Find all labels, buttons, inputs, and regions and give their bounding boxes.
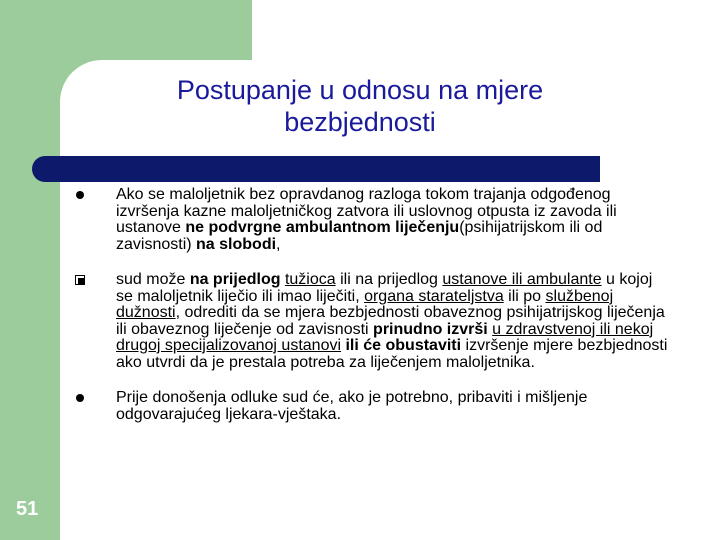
bullet-text bbox=[116, 186, 617, 253]
text-segment: sud može bbox=[116, 271, 190, 288]
text-segment: tužioca bbox=[284, 271, 336, 288]
text-segment: , bbox=[276, 235, 281, 253]
title-divider-bar bbox=[32, 156, 600, 182]
bullet-item bbox=[72, 272, 672, 371]
text-segment: ili po bbox=[503, 287, 546, 305]
text-segment: , odrediti da se mjera bezbjednosti obaveznog psihijatrijskog liječenja ili obaveznog liječenje od zavisnosti bbox=[116, 304, 665, 338]
slide-title-line-1: Postupanje u odnosu na mjere bbox=[176, 75, 544, 105]
page-number: 51 bbox=[16, 498, 39, 520]
text-segment: u kojoj se maloljetnik liječio ili imao liječiti, bbox=[116, 271, 653, 305]
text-segment: (psihijatrijskom ili od zavisnosti) bbox=[116, 219, 603, 253]
text-segment: ili na prijedlog bbox=[335, 271, 443, 288]
bullet-item bbox=[72, 187, 672, 253]
slide-title-line-2: bezbjednosti bbox=[284, 107, 436, 137]
text-segment: izvršenje mjere bezbjednosti ako utvrdi da je prestala potreba za liječenjem maloljetnika. bbox=[116, 337, 668, 371]
text-segment: organa starateljstva bbox=[364, 287, 504, 305]
slide-title bbox=[60, 74, 660, 138]
text-segment: ustanove ili ambulante bbox=[442, 271, 602, 288]
bullet-item bbox=[72, 390, 672, 423]
text-segment: službenoj dužnosti bbox=[116, 287, 614, 321]
bullet-list bbox=[72, 187, 672, 423]
text-segment: ili će obustaviti bbox=[345, 337, 462, 354]
text-segment: u zdravstvenoj ili nekoj drugoj specijalizovanoj ustanovi bbox=[116, 320, 654, 354]
text-segment: prinudno izvrši bbox=[373, 320, 488, 338]
text-segment: na slobodi bbox=[196, 235, 277, 253]
text-segment: Ako se maloljetnik bez opravdanog razloga tokom trajanja odgođenog izvršenja kazne maloljetničkog zatvora ili uslovnog otpusta iz zavoda ili ustanove bbox=[116, 186, 617, 236]
bullet-text bbox=[116, 389, 587, 423]
text-segment: Prije donošenja odluke sud će, ako je potrebno, pribaviti i mišljenje odgovarajućeg ljekara-vještaka. bbox=[116, 389, 588, 423]
filled-circle-bullet-icon bbox=[76, 191, 84, 199]
bullet-text bbox=[116, 271, 667, 371]
filled-circle-bullet-icon bbox=[76, 394, 84, 402]
square-bullet-icon bbox=[75, 275, 85, 285]
text-segment: na prijedlog bbox=[189, 271, 281, 288]
text-segment: ne podvrgne ambulantnom liječenju bbox=[185, 219, 460, 236]
